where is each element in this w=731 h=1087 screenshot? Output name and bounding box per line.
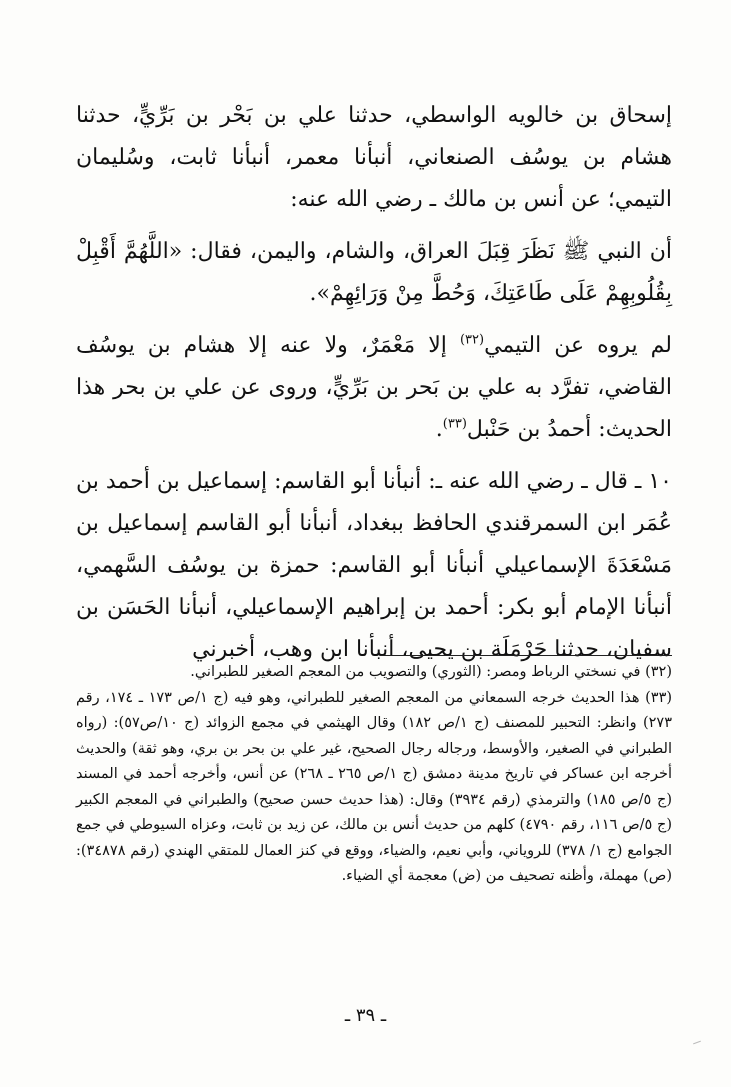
- commentary-part-2: إلا مَعْمَرٌ، ولا عنه إلا هشام بن يوسُف القاضي، تفرَّد به علي بن بَحر بن بَرِّيٍّ، وروى عن علي بن بحر هذا الحديث: أحمدُ بن حَنْبل: [76, 333, 672, 442]
- paragraph-commentary: [76, 325, 672, 451]
- paragraph-isnad-opening: إسحاق بن خالويه الواسطي، حدثنا علي بن بَحْر بن بَرِّيٍّ، حدثنا هشام بن يوسُف الصنعاني، أنبأنا معمر، أنبأنا ثابت، وسُليمان التيمي؛ عن أنس بن مالك ـ رضي الله عنه:: [76, 103, 672, 212]
- commentary-period: .: [435, 417, 443, 442]
- paragraph-hadith-text: أن النبي ﷺ نَظَرَ قِبَلَ العراق، والشام، واليمن، فقال: «اللَّهُمَّ أَقْبِلْ بِقُلُوبِهِمْ عَلَى طَاعَتِكَ، وَحُطَّ مِنْ وَرَائِهِمْ».: [76, 239, 672, 306]
- page-number: ـ ٣٩ ـ: [344, 1005, 387, 1026]
- footnote-33: (٣٣) هذا الحديث خرجه السمعاني من المعجم الصغير للطبراني، وهو فيه (ج ١/ص ١٧٣ ـ ١٧٤، رقم ٢٧٣) وانظر: التحبير للمصنف (ج ١/ص ١٨٢) وقال الهيثمي في مجمع الزوائد (ج ١٠/ص٥٧): (رواه الطبراني في الصغير، والأوسط، ورجاله رجال الصحيح، غير علي بن بحر بن بري، وهو ثقة) والحديث أخرجه ابن عساكر في تاريخ مدينة دمشق (ج ١/ص ٢٦٥ ـ ٢٦٨) عن أنس، وأخرجه أحمد في المسند (ج ٥/ص ١٨٥) والترمذي (رقم ٣٩٣٤) وقال: (هذا حديث حسن صحيح) والطبراني في المعجم الكبير (ج ٥/ص ١١٦، رقم ٤٧٩٠) كلهم من حديث أنس بن مالك، عن زيد بن ثابت، وعزاه السيوطي في جمع الجوامع (ج ١/ ٣٧٨) للروياني، وأبي نعيم، والضياء، ووقع في كنز العمال للمتقي الهندي (رقم ٣٤٨٧٨): (ص) مهملة، وأظنه تصحيف من (ض) معجمة أي الضياء.: [76, 689, 673, 884]
- footnote-ref-33: (٣٣): [442, 416, 467, 432]
- footnote-ref-32: (٣٢): [459, 332, 485, 348]
- main-text: [76, 95, 672, 671]
- footnotes: [76, 660, 672, 890]
- footnote-divider: [380, 655, 672, 656]
- scan-edge-mark: [693, 1041, 701, 1045]
- paragraph-hadith-10: ١٠ ـ قال ـ رضي الله عنه ـ: أنبأنا أبو القاسم: إسماعيل بن أحمد بن عُمَر ابن السمرقندي الحافظ ببغداد، أنبأنا أبو القاسم إسماعيل بن مَسْعَدَةَ الإسماعيلي أنبأنا أبو القاسم: حمزة بن يوسُف السَّهمي، أنبأنا الإمام أبو بكر: أحمد بن إبراهيم الإسماعيلي، أنبأنا الحَسَن بن سفيان، حدثنا حَرْمَلَة بن يحيى، أنبأنا ابن وهب، أخبرني: [76, 469, 672, 662]
- commentary-part-1: لم يروه عن التيمي: [484, 333, 672, 358]
- footnote-32: (٣٢) في نسختي الرباط ومصر: (الثوري) والتصويب من المعجم الصغير للطبراني.: [190, 664, 672, 680]
